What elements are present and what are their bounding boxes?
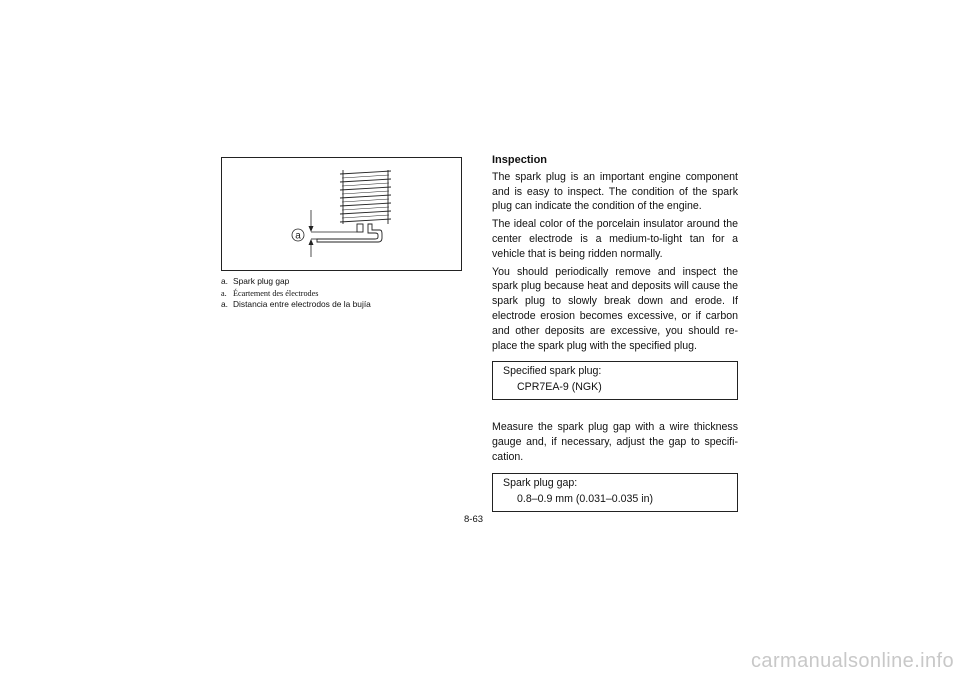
spec-value: 0.8–0.9 mm (0.031–0.035 in): [517, 492, 654, 505]
caption-text: Distancia entre electrodos de la bujía: [233, 299, 371, 309]
caption-english: [221, 276, 471, 288]
caption-text: Écartement des électrodes: [233, 288, 319, 298]
spec-label: Spark plug gap:: [503, 476, 578, 489]
spec-label: Specified spark plug:: [503, 365, 602, 378]
spark-plug-spec-box: [492, 361, 738, 400]
spark-plug-gap-spec-box: [492, 473, 738, 512]
paragraph: Measure the spark plug gap with a wire thickness gauge and, if necessary, adjust the gap to specifi-cation.: [492, 421, 738, 463]
paragraph: You should periodically remove and inspect the spark plug because heat and deposits will cause the spark plug to slowly break down and erode. If electrode erosion becomes excessive, or if carbon and other deposits are excessive, you should re-place the spark plug with the specified plug.: [492, 265, 738, 352]
spark-plug-figure: [221, 157, 462, 271]
paragraph: The ideal color of the porcelain insulator around the center electrode is a medium-to-light tan for a vehicle that is being ridden normally.: [492, 218, 738, 260]
paragraph: The spark plug is an important engine component and is easy to inspect. The condition of the spark plug can indicate the condition of the engine.: [492, 170, 738, 213]
figure-captions: [221, 276, 471, 311]
callout-label: a: [295, 230, 301, 242]
spec-value: CPR7EA-9 (NGK): [517, 381, 602, 394]
caption-label: a.: [221, 299, 228, 309]
caption-spanish: [221, 299, 471, 311]
page-number: 8-63: [464, 514, 484, 525]
caption-label: a.: [221, 276, 228, 286]
watermark-text: carmanualsonline.info: [751, 650, 954, 672]
section-heading: Inspection: [492, 154, 548, 166]
spark-plug-gap-illustration: [222, 158, 463, 272]
caption-text: Spark plug gap: [233, 276, 290, 286]
caption-label: a.: [221, 288, 227, 298]
inspection-section: [492, 153, 738, 512]
caption-french: [221, 288, 471, 300]
